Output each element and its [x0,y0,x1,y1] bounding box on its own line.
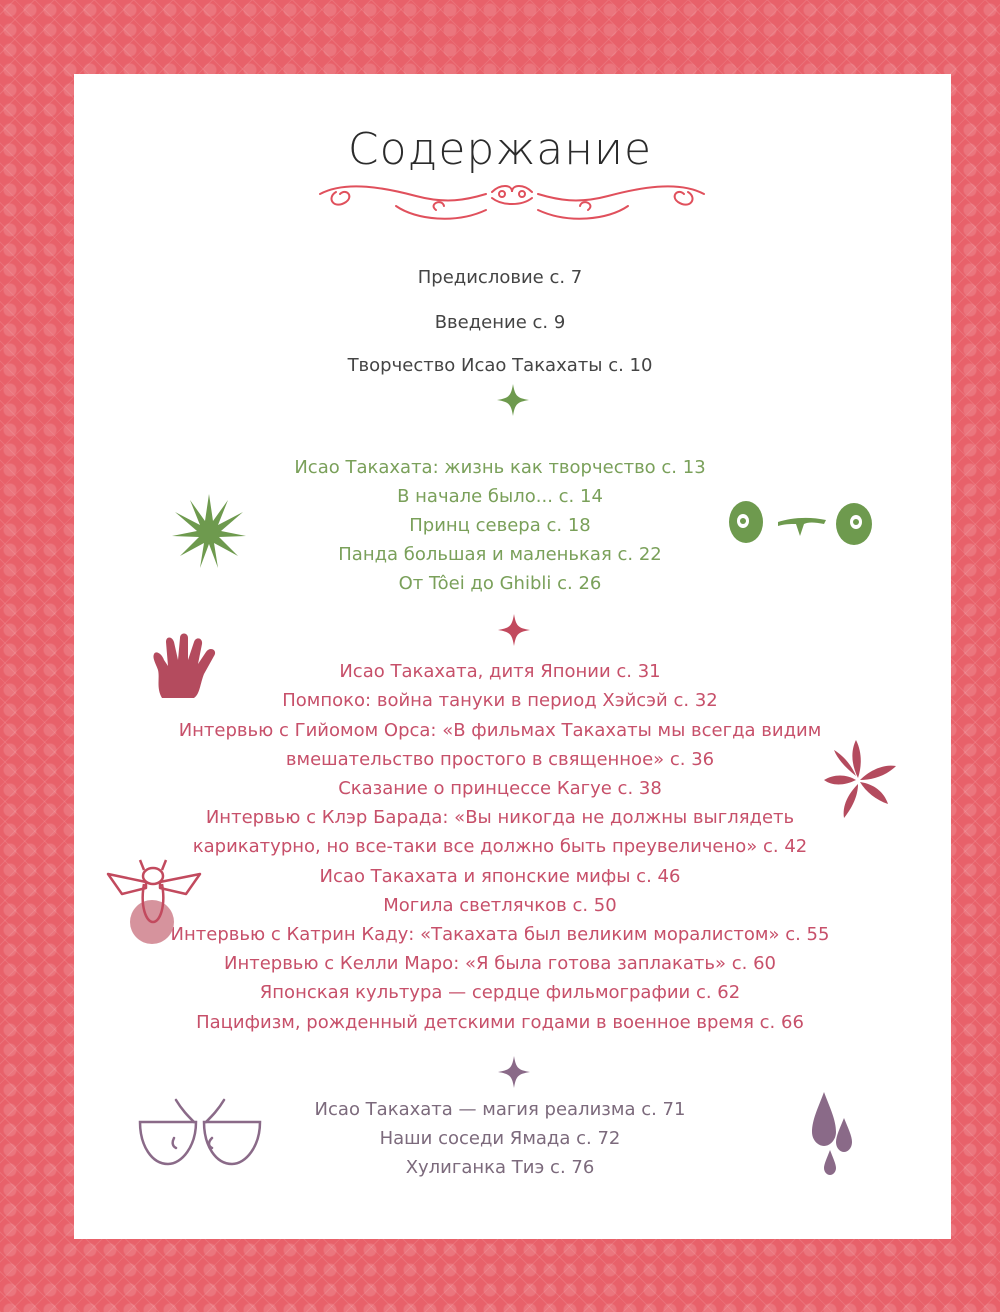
eyes-face-icon [728,500,874,548]
toc-section2-item[interactable]: Помпоко: война тануки в период Хэйсэй с. 32 [282,690,718,711]
toc-intro-item[interactable]: Предисловие с. 7 [417,267,583,288]
toc-section2-item[interactable]: карикатурно, но все-таки все должно быть преувеличено» с. 42 [192,836,808,857]
firefly-icon [104,856,204,948]
petals-flower-icon [822,738,898,820]
toc-section2-item[interactable]: Пацифизм, рожденный детскими годами в военное время с. 66 [196,1012,804,1033]
toc-section2-item[interactable]: Интервью с Катрин Каду: «Такахата был великим моралистом» с. 55 [170,924,830,945]
toc-section2-item[interactable]: вмешательство простого в священное» с. 36 [285,749,715,770]
toc-section2-item[interactable]: Могила светлячков с. 50 [383,895,617,916]
toc-section2-item[interactable]: Интервью с Клэр Барада: «Вы никогда не должны выглядеть [205,807,795,828]
sleepy-eyes-icon [136,1098,264,1172]
diamond-star-green-icon [497,384,529,416]
spiky-star-icon [172,494,246,568]
toc-section1-item[interactable]: В начале было... с. 14 [397,486,603,507]
diamond-star-red-icon [498,614,530,646]
toc-section1-item[interactable]: Исао Такахата: жизнь как творчество с. 13 [294,457,706,478]
toc-intro-item[interactable]: Творчество Исао Такахаты с. 10 [347,355,653,376]
page-title: Содержание [347,124,653,175]
toc-section1-item[interactable]: От Tôei до Ghibli с. 26 [398,573,602,594]
toc-section1-item[interactable]: Принц севера с. 18 [409,515,591,536]
toc-section2-item[interactable]: Интервью с Келли Маро: «Я была готова заплакать» с. 60 [223,953,776,974]
toc-section2-item[interactable]: Японская культура — сердце фильмографии с. 62 [259,982,741,1003]
toc-section2-item[interactable]: Исао Такахата и японские мифы с. 46 [319,866,681,887]
drops-icon [806,1092,856,1176]
toc-section3-item[interactable]: Наши соседи Ямада с. 72 [379,1128,621,1149]
toc-intro-item[interactable]: Введение с. 9 [434,312,566,333]
toc-section1-item[interactable]: Панда большая и маленькая с. 22 [338,544,662,565]
flourish-ornament [316,180,708,226]
toc-section3-item[interactable]: Исао Такахата — магия реализма с. 71 [314,1099,686,1120]
toc-section2-item[interactable]: Исао Такахата, дитя Японии с. 31 [339,661,661,682]
diamond-star-mauve-icon [498,1056,530,1088]
toc-section3-item[interactable]: Хулиганка Тиэ с. 76 [405,1157,595,1178]
toc-section2-item[interactable]: Интервью с Гийомом Орса: «В фильмах Такахаты мы всегда видим [178,720,822,741]
toc-section2-item[interactable]: Сказание о принцессе Кагуе с. 38 [338,778,662,799]
